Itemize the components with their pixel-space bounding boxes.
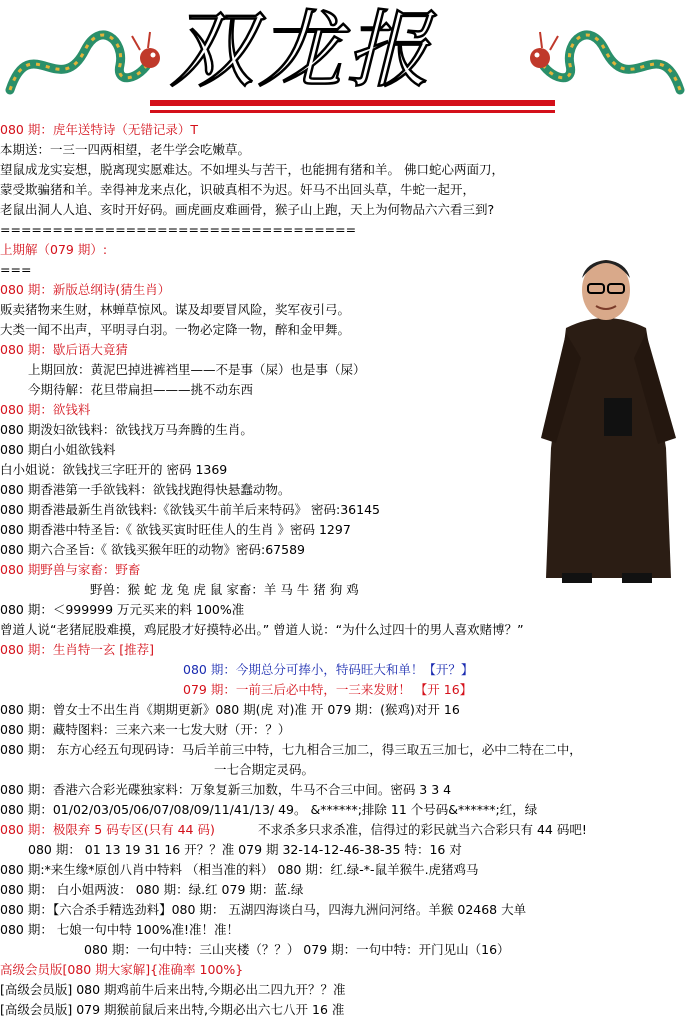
text-line: 080 期：01/02/03/05/06/07/08/09/11/41/13/ 49。 &******;排除 11 个号码&******;红，绿	[0, 802, 538, 817]
text-line: 一七合期定灵码。	[214, 762, 315, 777]
title-underline-thin	[150, 110, 555, 113]
text-line: 080 期： 七娘一句中特 100%准!准！准！	[0, 922, 240, 937]
text-line: 080 期：极限弃 5 码专区(只有 44 码)	[0, 822, 215, 837]
text-line: 080 期：曾女士不出生肖《期期更新》080 期(虎 对)准 开 079 期：(猴鸡)对开 16	[0, 702, 460, 717]
text-line: 080 期：今期总分可捧小，特码旺大和单！【开？】	[183, 662, 474, 677]
text-line: 079 期：一前三后必中特，一三来发财！ 【开 16】	[183, 682, 473, 697]
text-line: 080 期野兽与家畜：野畜	[0, 562, 141, 577]
text-line: 080 期香港第一手欲钱料：欲钱找跑得快悬蠢动物。	[0, 482, 291, 497]
text-line: [高级会员版] 079 期猴前鼠后来出特,今期必出六七八开 16 准	[0, 1002, 345, 1017]
text-line: 080 期：香港六合彩光碟独家料：万象复新三加数，牛马不合三中间。密码 3 3 4	[0, 782, 452, 797]
text-line: 080 期：虎年送特诗（无错记录）T	[0, 122, 198, 137]
masthead	[0, 0, 690, 120]
dragon-right-icon	[530, 10, 690, 110]
text-line: 蒙受欺骗猪和羊。幸得神龙来点化，识破真相不为迟。奸马不出回头草，牛蛇一起开，	[0, 182, 476, 197]
title-underline	[150, 100, 555, 106]
text-line: 080 期六合圣旨:《 欲钱买猴年旺的动物》密码:67589	[0, 542, 305, 557]
text-line: 本期送：一三一四两相望，老牛学会吃嫩草。	[0, 142, 251, 157]
text-line: 080 期：歇后语大竟猜	[0, 342, 128, 357]
text-line: 080 期：新版总纲诗(猜生肖）	[0, 282, 171, 297]
text-line: ===	[0, 262, 32, 277]
text-line: 老鼠出洞人人追、亥时开好码。画虎画皮难画骨，猴子山上跑，天上为何物品六六看三到?	[0, 202, 495, 217]
text-line: 080 期香港中特圣旨:《 欲钱买寅时旺佳人的生肖 》密码 1297	[0, 522, 351, 537]
text-line: 080 期：欲钱料	[0, 402, 91, 417]
text-line: 野兽：猴 蛇 龙 兔 虎 鼠 家畜：羊 马 牛 猪 狗 鸡	[90, 582, 359, 597]
text-line: 大类一闻不出声，平明寻白羽。一物必定降一物，醉和金甲舞。	[0, 322, 351, 337]
text-line: 080 期白小姐欲钱料	[0, 442, 116, 457]
text-line: 080 期： 白小姐两波： 080 期：绿.红 079 期：蓝.绿	[0, 882, 304, 897]
text-line: 贩卖猪物来生财，林蝉草惊风。谋及却要冒风险，奖军夜引弓。	[0, 302, 351, 317]
text-line: 080 期：＜999999 万元买来的料 100%准	[0, 602, 245, 617]
text-line: 080 期香港最新生肖欲钱料:《欲钱买牛前羊后来特码》 密码:36145	[0, 502, 380, 517]
text-line: ==================================	[0, 222, 357, 237]
text-line: 080 期：藏特图料：三来六来一七发大财（开：？）	[0, 722, 291, 737]
page-title: 双龙报	[170, 1, 435, 99]
text-line: 高级会员版[080 期大家解]{准确率 100%}	[0, 962, 244, 977]
text-line: 080 期： 东方心经五句现码诗：马后羊前三中特，七九相合三加二，得三取五三加七，必中二特在二中，	[0, 742, 582, 757]
text-line: 上期解（079 期）:	[0, 242, 108, 257]
text-line: 今期待解：花旦带扁担———挑不动东西	[28, 382, 254, 397]
text-line: 080 期泼妇欲钱料：欲钱找万马奔腾的生肖。	[0, 422, 253, 437]
text-line: 不求杀多只求杀准，信得过的彩民就当六合彩只有 44 码吧!	[258, 822, 587, 837]
text-line: [高级会员版] 080 期鸡前牛后来出特,今期必出二四九开？？准	[0, 982, 346, 997]
text-line: 上期回放：黄泥巴掉进裤裆里——不是事（屎）也是事（屎）	[28, 362, 366, 377]
text-line: 白小姐说：欲钱找三字旺开的 密码 1369	[0, 462, 228, 477]
text-line: 080 期：一句中特：三山夹楼（？？） 079 期：一句中特：开门见山（16）	[84, 942, 510, 957]
text-line: 080 期：【六合杀手精选劲料】080 期： 五湖四海谈白马，四海九洲问河络。羊猴 02468 大单	[0, 902, 527, 917]
text-line: 曾道人说“老猪屁股难摸，鸡屁股才好摸特必出。” 曾道人说：“为什么过四十的男人喜欢赌博？”	[0, 622, 524, 637]
portrait-figure	[526, 248, 686, 588]
text-line: 080 期：生肖特一玄 [推荐]	[0, 642, 155, 657]
dragon-left-icon	[0, 10, 160, 110]
text-line: 望鼠成龙实妄想，脱离现实愿难达。不如埋头与苦干，也能拥有猪和羊。 佛口蛇心两面刀，	[0, 162, 504, 177]
text-line: 080 期:*来生缘*原创八肖中特料 （相当准的料） 080 期：红.绿-*-鼠羊猴牛.虎猪鸡马	[0, 862, 479, 877]
text-line: 080 期： 01 13 19 31 16 开？？准 079 期 32-14-12-46-38-35 特：16 对	[28, 842, 462, 857]
